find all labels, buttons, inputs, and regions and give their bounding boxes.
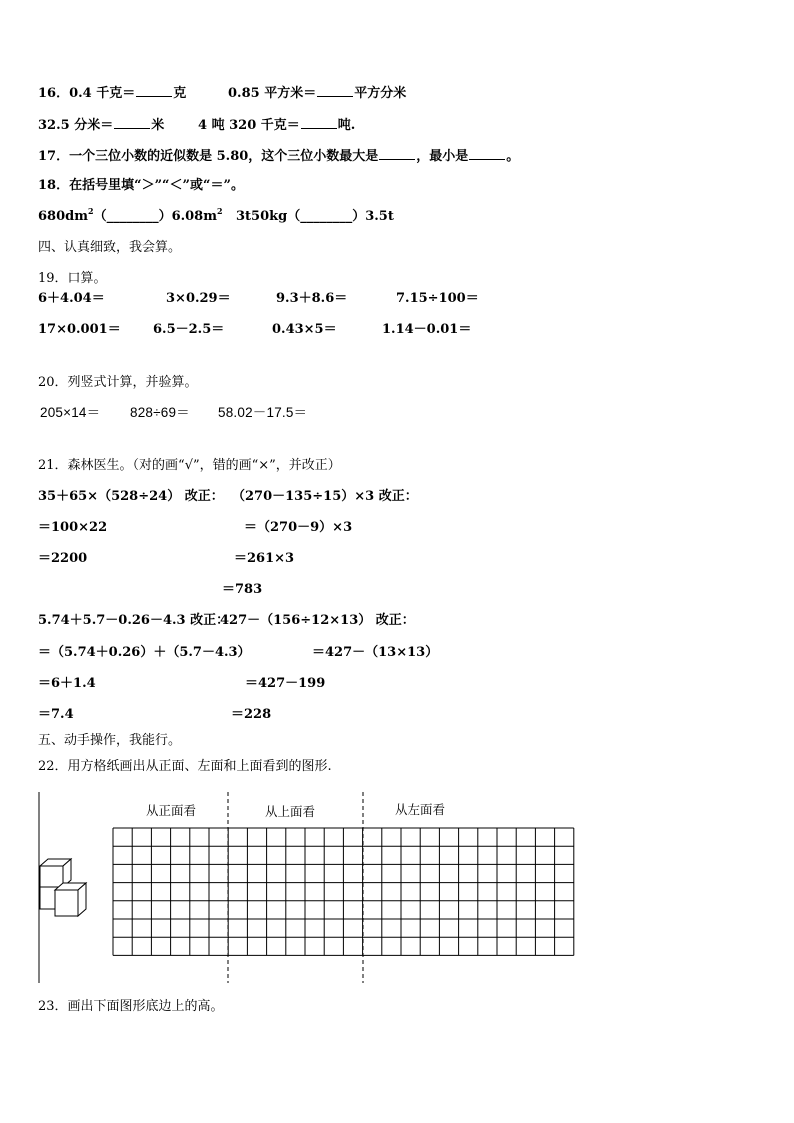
q16-b-blank[interactable]: [317, 84, 353, 97]
q21-title: 21．森林医生。（对的画“√”，错的画“×”，并改正）: [38, 458, 341, 473]
q18-a-sup2: 2: [216, 206, 223, 216]
q22-title: 22．用方格纸画出从正面、左面和上面看到的图形.: [38, 759, 332, 774]
q21-d1: 427－（156÷12×13） 改正：: [220, 613, 415, 628]
q19-r2-c3[interactable]: 0.43×5＝: [272, 322, 337, 337]
q16-d-unit: 吨.: [337, 118, 356, 133]
q19-r2-c4[interactable]: 1.14－0.01＝: [382, 322, 472, 337]
q21-b4: ＝783: [222, 582, 263, 597]
q16-c-unit: 米: [151, 118, 165, 133]
q16-a-text: 16．0.4 千克＝: [38, 86, 136, 101]
q17-min-blank[interactable]: [469, 147, 505, 160]
section-4-heading: 四、认真细致，我会算。: [38, 240, 182, 255]
q16-line2-b: [198, 116, 355, 134]
q16-line2: [38, 116, 164, 134]
q19-r2-c1[interactable]: 17×0.001＝: [38, 322, 121, 337]
q17-text: 17．一个三位小数的近似数是 5.80，这个三位小数最大是: [38, 149, 379, 164]
q21-c3: ＝6＋1.4: [38, 676, 96, 691]
q20-title: 20．列竖式计算，并验算。: [38, 375, 198, 390]
q18-a-left: 680dm: [38, 209, 88, 224]
cube-stack-icon: [40, 859, 86, 916]
q20-item-2[interactable]: 828÷69＝: [130, 405, 190, 420]
q21-b2: ＝（270－9）×3: [244, 520, 353, 535]
q19-r1-c1[interactable]: 6＋4.04＝: [38, 291, 105, 306]
q21-c2: ＝（5.74＋0.26）＋（5.7－4.3）: [38, 645, 251, 660]
q20-item-1[interactable]: 205×14＝: [40, 405, 101, 420]
q23-title: 23．画出下面图形底边上的高。: [38, 999, 224, 1014]
q18-compare-a: [38, 206, 223, 225]
q16-d-text: 4 吨 320 千克＝: [198, 118, 300, 133]
q21-d2: ＝427－（13×13）: [312, 645, 439, 660]
q19-r1-c2[interactable]: 3×0.29＝: [166, 291, 231, 306]
q17-end: 。: [506, 149, 520, 164]
q16-c-blank[interactable]: [114, 116, 150, 129]
q21-c1: 5.74＋5.7－0.26－4.3 改正：: [38, 613, 230, 628]
section-5-heading: 五、动手操作，我能行。: [38, 733, 182, 748]
q19-title: 19．口算。: [38, 271, 107, 286]
label-left-view: 从左面看: [395, 803, 446, 817]
q16-b-unit: 平方分米: [354, 86, 407, 101]
q21-d4: ＝228: [231, 707, 272, 722]
q16-line1: [38, 84, 186, 102]
q20-item-3[interactable]: 58.02－17.5＝: [218, 405, 308, 420]
q16-d-blank[interactable]: [301, 116, 337, 129]
q17-max-blank[interactable]: [379, 147, 415, 160]
q16-b-text: 0.85 平方米＝: [228, 86, 317, 101]
q16-c-text: 32.5 分米＝: [38, 118, 114, 133]
q21-a1: 35＋65×（528÷24） 改正：: [38, 489, 224, 504]
label-top-view: 从上面看: [265, 805, 316, 819]
q16-a-unit: 克: [173, 86, 187, 101]
q21-d3: ＝427－199: [245, 676, 326, 691]
q17: [38, 147, 519, 165]
q17-mid-text: ，最小是: [416, 149, 469, 164]
q16-line1-b: [228, 84, 406, 102]
label-front-view: 从正面看: [146, 804, 197, 818]
q18-compare-b[interactable]: 3t50kg（________）3.5t: [236, 209, 394, 224]
q21-a3: ＝2200: [38, 551, 88, 566]
q19-r1-c4[interactable]: 7.15÷100＝: [396, 291, 479, 306]
q21-a2: ＝100×22: [38, 520, 108, 535]
q19-r1-c3[interactable]: 9.3＋8.6＝: [276, 291, 348, 306]
q21-c4: ＝7.4: [38, 707, 74, 722]
graph-paper-grid[interactable]: [113, 828, 574, 955]
q21-b1: （270－135÷15）×3 改正：: [232, 489, 418, 504]
q18-title: 18．在括号里填“＞”“＜”或“＝”。: [38, 178, 244, 193]
q18-a-right[interactable]: （________）6.08m: [93, 209, 217, 224]
q21-b3: ＝261×3: [234, 551, 295, 566]
q18-a-sup: 2: [87, 206, 94, 216]
q16-a-blank[interactable]: [136, 84, 172, 97]
q19-r2-c2[interactable]: 6.5－2.5＝: [153, 322, 225, 337]
